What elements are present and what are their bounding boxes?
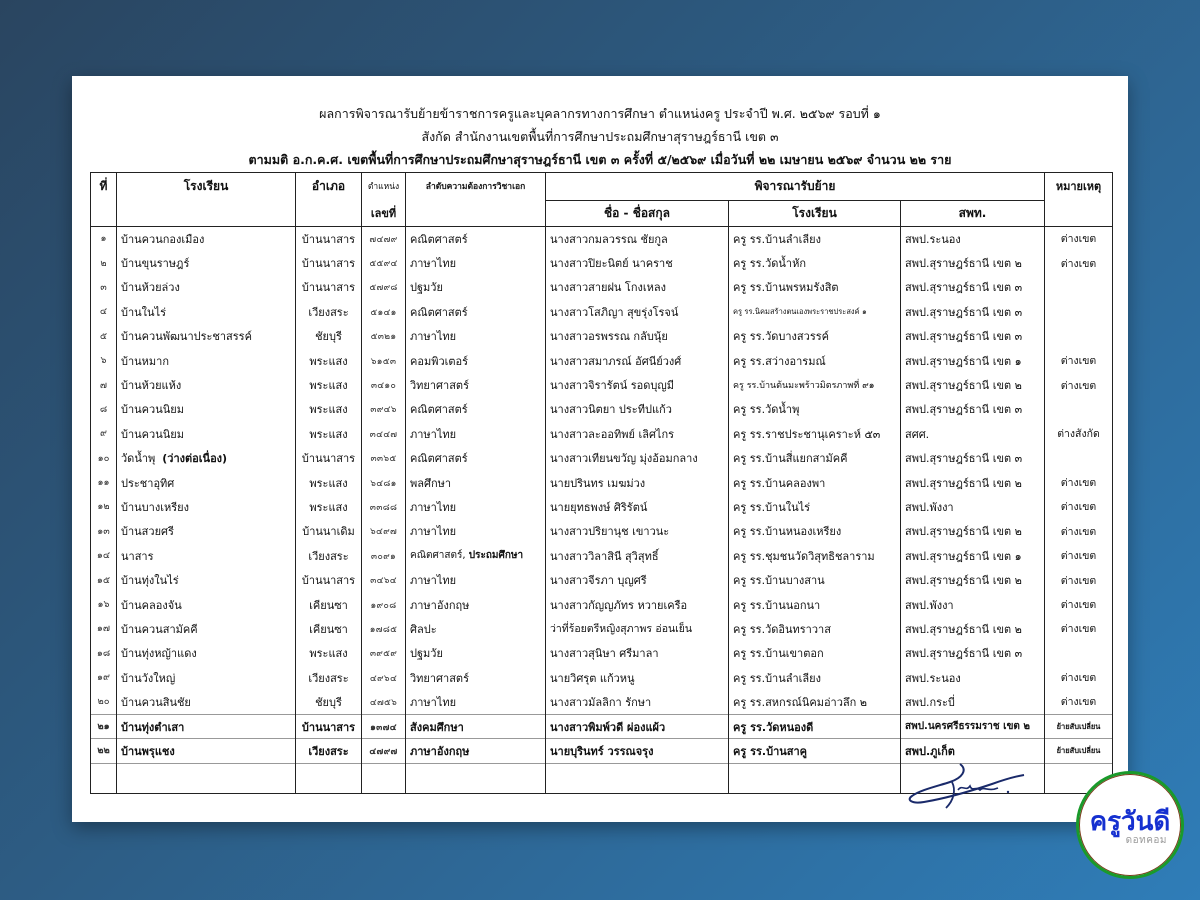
row-remark xyxy=(1045,641,1113,665)
row-no: ๑๓ xyxy=(91,519,117,543)
row-from-school: ครู รร.บ้านสาคู xyxy=(729,739,901,763)
row-from-school: ครู รร.วัดหนองดี xyxy=(729,714,901,738)
header-major: ลำดับความต้องการวิชาเอก xyxy=(406,173,546,227)
row-major: ปฐมวัย xyxy=(406,275,546,299)
row-district: พระแสง xyxy=(296,470,362,494)
row-from-office: สพป.สุราษฎร์ธานี เขต ๑ xyxy=(901,544,1045,568)
row-position: ๗๔๗๙ xyxy=(362,227,406,251)
row-name: นางสาวสายฝน โกงเหลง xyxy=(546,275,729,299)
table-row xyxy=(91,446,1113,470)
watermark-sub-text: ดอทคอม xyxy=(1125,835,1167,846)
row-name: นางสาวพิมพ์วดี ผ่องแผ้ว xyxy=(546,714,729,738)
header-consider-group: พิจารณารับย้าย xyxy=(546,173,1045,201)
row-major: พลศึกษา xyxy=(406,470,546,494)
row-position: ๕๑๔๑ xyxy=(362,300,406,324)
row-from-school: ครู รร.วัดบางสวรรค์ xyxy=(729,324,901,348)
row-district: พระแสง xyxy=(296,348,362,372)
table-row xyxy=(91,227,1113,251)
row-remark xyxy=(1045,300,1113,324)
row-name: นางสาวกัญญภัทร หวายเครือ xyxy=(546,592,729,616)
row-from-office: สพป.สุราษฎร์ธานี เขต ๒ xyxy=(901,373,1045,397)
row-school: บ้านควนกองเมือง xyxy=(117,227,296,251)
row-position: ๑๓๗๔ xyxy=(362,714,406,738)
row-from-office: สพป.กระบี่ xyxy=(901,690,1045,714)
row-remark: ต่างเขต xyxy=(1045,568,1113,592)
row-district: บ้านนาสาร xyxy=(296,446,362,470)
row-name: นายบุรินทร์ วรรณจรุง xyxy=(546,739,729,763)
row-position: ๓๔๔๗ xyxy=(362,422,406,446)
row-from-office: สพป.ระนอง xyxy=(901,227,1045,251)
row-major xyxy=(406,544,546,568)
row-position: ๓๙๔๖ xyxy=(362,397,406,421)
row-name: นางสาวมัลลิกา รักษา xyxy=(546,690,729,714)
row-from-school: ครู รร.บ้านคลองพา xyxy=(729,470,901,494)
row-school: บ้านทุ่งหญ้าแดง xyxy=(117,641,296,665)
row-from-school: ครู รร.บ้านลำเลียง xyxy=(729,227,901,251)
row-major: คณิตศาสตร์ xyxy=(406,300,546,324)
table-row xyxy=(91,275,1113,299)
row-from-office: สพป.สุราษฎร์ธานี เขต ๓ xyxy=(901,324,1045,348)
header-school: โรงเรียน xyxy=(117,173,296,227)
row-no: ๑๙ xyxy=(91,666,117,690)
row-no: ๓ xyxy=(91,275,117,299)
row-major: คณิตศาสตร์ xyxy=(406,227,546,251)
row-remark: ต่างเขต xyxy=(1045,373,1113,397)
row-remark xyxy=(1045,324,1113,348)
row-position: ๖๔๙๗ xyxy=(362,519,406,543)
header-from-school: โรงเรียน xyxy=(729,201,901,227)
row-from-office: สพป.สุราษฎร์ธานี เขต ๒ xyxy=(901,519,1045,543)
row-no: ๑๗ xyxy=(91,617,117,641)
row-position: ๖๑๕๓ xyxy=(362,348,406,372)
table-row xyxy=(91,324,1113,348)
row-school-name: วัดน้ำพุ xyxy=(121,452,156,466)
table-row xyxy=(91,641,1113,665)
row-major: คอมพิวเตอร์ xyxy=(406,348,546,372)
row-position: ๖๔๘๑ xyxy=(362,470,406,494)
row-from-office: สพป.สุราษฎร์ธานี เขต ๒ xyxy=(901,617,1045,641)
row-no: ๒๑ xyxy=(91,714,117,738)
row-position: ๑๗๘๕ xyxy=(362,617,406,641)
row-from-office: สพป.สุราษฎร์ธานี เขต ๓ xyxy=(901,641,1045,665)
row-school: บ้านบางเหรียง xyxy=(117,495,296,519)
row-position: ๓๓๖๕ xyxy=(362,446,406,470)
row-remark: ต่างเขต xyxy=(1045,495,1113,519)
row-from-school: ครู รร.บ้านหนองเหรียง xyxy=(729,519,901,543)
header-position-no: เลขที่ xyxy=(362,201,406,227)
row-from-school: ครู รร.นิคมสร้างตนเองพระราชประสงค์ ๑ xyxy=(729,300,901,324)
row-name: นางสาวสมาภรณ์ อัศนีย์วงศ์ xyxy=(546,348,729,372)
row-from-school: ครู รร.วัดน้ำหัก xyxy=(729,251,901,275)
row-major: ภาษาอังกฤษ xyxy=(406,739,546,763)
row-school: บ้านหมาก xyxy=(117,348,296,372)
row-district: เคียนซา xyxy=(296,592,362,616)
row-from-office: สพป.สุราษฎร์ธานี เขต ๓ xyxy=(901,275,1045,299)
table-row xyxy=(91,544,1113,568)
table-row xyxy=(91,422,1113,446)
row-school: บ้านควนสินชัย xyxy=(117,690,296,714)
row-remark xyxy=(1045,397,1113,421)
row-major-primary: คณิตศาสตร์, xyxy=(410,550,466,562)
table-row xyxy=(91,592,1113,616)
row-remark: ต่างเขต xyxy=(1045,227,1113,251)
table-row xyxy=(91,666,1113,690)
row-major: ภาษาไทย xyxy=(406,568,546,592)
row-major: คณิตศาสตร์ xyxy=(406,397,546,421)
header-position-label: ตำแหน่ง xyxy=(362,173,406,201)
row-school: บ้านควนนิยม xyxy=(117,397,296,421)
row-district: พระแสง xyxy=(296,373,362,397)
row-district: เวียงสระ xyxy=(296,300,362,324)
row-name: นางสาวอรพรรณ กลับนุ้ย xyxy=(546,324,729,348)
table-row xyxy=(91,300,1113,324)
row-school xyxy=(117,446,296,470)
row-district: เคียนซา xyxy=(296,617,362,641)
row-remark: ต่างเขต xyxy=(1045,592,1113,616)
row-no: ๑๖ xyxy=(91,592,117,616)
row-no: ๕ xyxy=(91,324,117,348)
table-row xyxy=(91,617,1113,641)
row-position: ๕๓๒๑ xyxy=(362,324,406,348)
row-district: พระแสง xyxy=(296,495,362,519)
row-major: วิทยาศาสตร์ xyxy=(406,373,546,397)
row-remark: ต่างเขต xyxy=(1045,470,1113,494)
signature-mark xyxy=(902,762,1032,812)
row-from-office: สพป.พังงา xyxy=(901,495,1045,519)
header-name: ชื่อ - ชื่อสกุล xyxy=(546,201,729,227)
row-name: นายวิศรุต แก้วหนู xyxy=(546,666,729,690)
table-row xyxy=(91,739,1113,763)
row-school: บ้านทุ่งในไร่ xyxy=(117,568,296,592)
row-remark: ต่างเขต xyxy=(1045,348,1113,372)
row-major: ภาษาไทย xyxy=(406,495,546,519)
row-district: บ้านนาสาร xyxy=(296,275,362,299)
row-position: ๓๐๙๑ xyxy=(362,544,406,568)
watermark-logo xyxy=(1076,771,1184,879)
table-body xyxy=(91,227,1113,794)
row-from-school: ครู รร.บ้านเขาตอก xyxy=(729,641,901,665)
row-district: ชัยบุรี xyxy=(296,324,362,348)
row-school: บ้านห้วยล่วง xyxy=(117,275,296,299)
row-school-note: (ว่างต่อเนื่อง) xyxy=(162,452,228,466)
row-school: บ้านควนพัฒนาประชาสรรค์ xyxy=(117,324,296,348)
row-major: ภาษาไทย xyxy=(406,422,546,446)
row-district: บ้านนาสาร xyxy=(296,227,362,251)
table-row xyxy=(91,714,1113,738)
row-from-office: สพป.สุราษฎร์ธานี เขต ๓ xyxy=(901,446,1045,470)
row-position: ๕๗๙๘ xyxy=(362,275,406,299)
transfer-results-table xyxy=(90,172,1113,794)
row-name: ว่าที่ร้อยตรีหญิงสุภาพร อ่อนเย็น xyxy=(546,617,729,641)
row-district: เวียงสระ xyxy=(296,666,362,690)
row-school: บ้านขุนราษฎร์ xyxy=(117,251,296,275)
row-name: นางสาวกมลวรรณ ชัยกูล xyxy=(546,227,729,251)
row-district: พระแสง xyxy=(296,422,362,446)
row-from-school: ครู รร.วัดน้ำพุ xyxy=(729,397,901,421)
row-school: บ้านคลองจัน xyxy=(117,592,296,616)
row-remark: ต่างเขต xyxy=(1045,519,1113,543)
row-name: นางสาวปริยานุช เขาวนะ xyxy=(546,519,729,543)
watermark-main-text: ครูวันดี xyxy=(1089,807,1171,837)
row-school: บ้านพรุแชง xyxy=(117,739,296,763)
row-no: ๖ xyxy=(91,348,117,372)
row-remark: ต่างเขต xyxy=(1045,617,1113,641)
row-major: ภาษาไทย xyxy=(406,690,546,714)
row-from-school: ครู รร.บ้านต้นมะพร้าวมิตรภาพที่ ๙๑ xyxy=(729,373,901,397)
document-resolution-line: ตามมติ อ.ก.ค.ศ. เขตพื้นที่การศึกษาประถมศึกษาสุราษฎร์ธานี เขต ๓ ครั้งที่ ๕/๒๕๖๙ เมื่อวันที่ ๒๒ เมษายน ๒๕๖๙ จำนวน ๒๒ ราย xyxy=(248,152,952,167)
row-name: นางสาวเทียนขวัญ มุ่งอ้อมกลาง xyxy=(546,446,729,470)
header-no: ที่ xyxy=(91,173,117,227)
row-remark: ต่างเขต xyxy=(1045,690,1113,714)
row-position: ๑๙๐๘ xyxy=(362,592,406,616)
row-from-school: ครู รร.สหกรณ์นิคมอ่าวลึก ๒ xyxy=(729,690,901,714)
row-no: ๑๕ xyxy=(91,568,117,592)
row-name: นางสาววิลาสินี สุวิสุทธิ์ xyxy=(546,544,729,568)
row-major-extra: ประถมศึกษา xyxy=(468,550,524,562)
document-page xyxy=(72,76,1128,822)
document-title: ผลการพิจารณารับย้ายข้าราชการครูและบุคลากรทางการศึกษา ตำแหน่งครู ประจำปี พ.ศ. ๒๕๖๙ รอบที่ ๑ xyxy=(319,106,881,121)
row-name: นางสาวจิรารัตน์ รอดบุญมี xyxy=(546,373,729,397)
row-district: เวียงสระ xyxy=(296,544,362,568)
row-from-school: ครู รร.บ้านพรหมรังสิต xyxy=(729,275,901,299)
row-no: ๒๒ xyxy=(91,739,117,763)
row-position: ๓๓๘๘ xyxy=(362,495,406,519)
row-no: ๙ xyxy=(91,422,117,446)
table-row xyxy=(91,495,1113,519)
row-school: ประชาอุทิศ xyxy=(117,470,296,494)
row-district: บ้านนาสาร xyxy=(296,568,362,592)
row-major: วิทยาศาสตร์ xyxy=(406,666,546,690)
row-from-school: ครู รร.ชุมชนวัดวิสุทธิชลาราม xyxy=(729,544,901,568)
row-district: เวียงสระ xyxy=(296,739,362,763)
row-school: บ้านควนนิยม xyxy=(117,422,296,446)
row-major: ภาษาอังกฤษ xyxy=(406,592,546,616)
row-position: ๓๔๑๐ xyxy=(362,373,406,397)
row-major: ภาษาไทย xyxy=(406,251,546,275)
row-major: ปฐมวัย xyxy=(406,641,546,665)
row-from-office: สศศ. xyxy=(901,422,1045,446)
row-from-office: สพป.สุราษฎร์ธานี เขต ๓ xyxy=(901,397,1045,421)
row-from-school: ครู รร.บ้านบางสาน xyxy=(729,568,901,592)
document-subtitle: สังกัด สำนักงานเขตพื้นที่การศึกษาประถมศึกษาสุราษฎร์ธานี เขต ๓ xyxy=(421,129,779,144)
row-school: บ้านในไร่ xyxy=(117,300,296,324)
row-from-office: สพป.สุราษฎร์ธานี เขต ๒ xyxy=(901,568,1045,592)
row-district: บ้านนาสาร xyxy=(296,251,362,275)
row-from-school: ครู รร.บ้านนอกนา xyxy=(729,592,901,616)
row-remark: ต่างเขต xyxy=(1045,544,1113,568)
row-from-school: ครู รร.สว่างอารมณ์ xyxy=(729,348,901,372)
row-from-office: สพป.พังงา xyxy=(901,592,1045,616)
row-position: ๔๗๙๗ xyxy=(362,739,406,763)
row-from-office: สพป.นครศรีธรรมราช เขต ๒ xyxy=(901,714,1045,738)
row-remark: ต่างสังกัด xyxy=(1045,422,1113,446)
table-row xyxy=(91,519,1113,543)
row-from-school: ครู รร.บ้านสี่แยกสามัคคี xyxy=(729,446,901,470)
row-position: ๓๔๖๔ xyxy=(362,568,406,592)
row-name: นายยุทธพงษ์ ศิริรัตน์ xyxy=(546,495,729,519)
row-no: ๗ xyxy=(91,373,117,397)
row-district: บ้านนาเดิม xyxy=(296,519,362,543)
row-remark xyxy=(1045,275,1113,299)
row-school: บ้านควนสามัคคี xyxy=(117,617,296,641)
table-row xyxy=(91,470,1113,494)
row-major: ศิลปะ xyxy=(406,617,546,641)
row-district: พระแสง xyxy=(296,641,362,665)
row-position: ๔๙๖๔ xyxy=(362,666,406,690)
header-district: อำเภอ xyxy=(296,173,362,227)
row-remark: ย้ายสับเปลี่ยน xyxy=(1045,714,1113,738)
row-from-office: สพป.สุราษฎร์ธานี เขต ๒ xyxy=(901,470,1045,494)
row-district: ชัยบุรี xyxy=(296,690,362,714)
row-school: นาสาร xyxy=(117,544,296,568)
table-row xyxy=(91,568,1113,592)
row-school: บ้านทุ่งตำเสา xyxy=(117,714,296,738)
row-no: ๑๔ xyxy=(91,544,117,568)
row-remark xyxy=(1045,446,1113,470)
row-no: ๑๒ xyxy=(91,495,117,519)
row-from-office: สพป.สุราษฎร์ธานี เขต ๒ xyxy=(901,251,1045,275)
row-remark: ย้ายสับเปลี่ยน xyxy=(1045,739,1113,763)
row-district: บ้านนาสาร xyxy=(296,714,362,738)
row-name: นางสาวละออทิพย์ เลิศไกร xyxy=(546,422,729,446)
table-row xyxy=(91,690,1113,714)
table-row xyxy=(91,397,1113,421)
row-remark: ต่างเขต xyxy=(1045,666,1113,690)
row-name: นางสาวนิตยา ประทีปแก้ว xyxy=(546,397,729,421)
row-from-office: สพป.ภูเก็ต xyxy=(901,739,1045,763)
row-no: ๘ xyxy=(91,397,117,421)
row-from-office: สพป.ระนอง xyxy=(901,666,1045,690)
row-no: ๑ xyxy=(91,227,117,251)
row-remark: ต่างเขต xyxy=(1045,251,1113,275)
row-from-office: สพป.สุราษฎร์ธานี เขต ๑ xyxy=(901,348,1045,372)
row-name: นายปรินทร เมฆม่วง xyxy=(546,470,729,494)
row-no: ๒ xyxy=(91,251,117,275)
row-district: พระแสง xyxy=(296,397,362,421)
row-school: บ้านวังใหญ่ xyxy=(117,666,296,690)
row-no: ๔ xyxy=(91,300,117,324)
row-from-school: ครู รร.บ้านลำเลียง xyxy=(729,666,901,690)
table-row xyxy=(91,251,1113,275)
header-remark: หมายเหตุ xyxy=(1045,173,1113,227)
row-no: ๑๑ xyxy=(91,470,117,494)
row-from-school: ครู รร.บ้านในไร่ xyxy=(729,495,901,519)
row-from-school: ครู รร.ราชประชานุเคราะห์ ๕๓ xyxy=(729,422,901,446)
row-school: บ้านห้วยแห้ง xyxy=(117,373,296,397)
row-major: ภาษาไทย xyxy=(406,324,546,348)
row-no: ๑๐ xyxy=(91,446,117,470)
row-position: ๕๕๙๔ xyxy=(362,251,406,275)
row-school: บ้านสวยศรี xyxy=(117,519,296,543)
row-from-school: ครู รร.วัดอินทราวาส xyxy=(729,617,901,641)
row-from-office: สพป.สุราษฎร์ธานี เขต ๓ xyxy=(901,300,1045,324)
table-row xyxy=(91,373,1113,397)
header-from-office: สพท. xyxy=(901,201,1045,227)
row-name: นางสาวโสภิญา สุขรุ่งโรจน์ xyxy=(546,300,729,324)
document-title-block xyxy=(72,102,1128,171)
row-name: นางสาวจีรภา บุญศรี xyxy=(546,568,729,592)
row-major: คณิตศาสตร์ xyxy=(406,446,546,470)
row-no: ๑๘ xyxy=(91,641,117,665)
table-row xyxy=(91,348,1113,372)
row-no: ๒๐ xyxy=(91,690,117,714)
row-name: นางสาวปิยะนิตย์ นาคราช xyxy=(546,251,729,275)
row-major: ภาษาไทย xyxy=(406,519,546,543)
row-position: ๓๙๕๙ xyxy=(362,641,406,665)
row-major: สังคมศึกษา xyxy=(406,714,546,738)
row-position: ๔๗๕๖ xyxy=(362,690,406,714)
row-name: นางสาวสุนิษา ศรีมาลา xyxy=(546,641,729,665)
